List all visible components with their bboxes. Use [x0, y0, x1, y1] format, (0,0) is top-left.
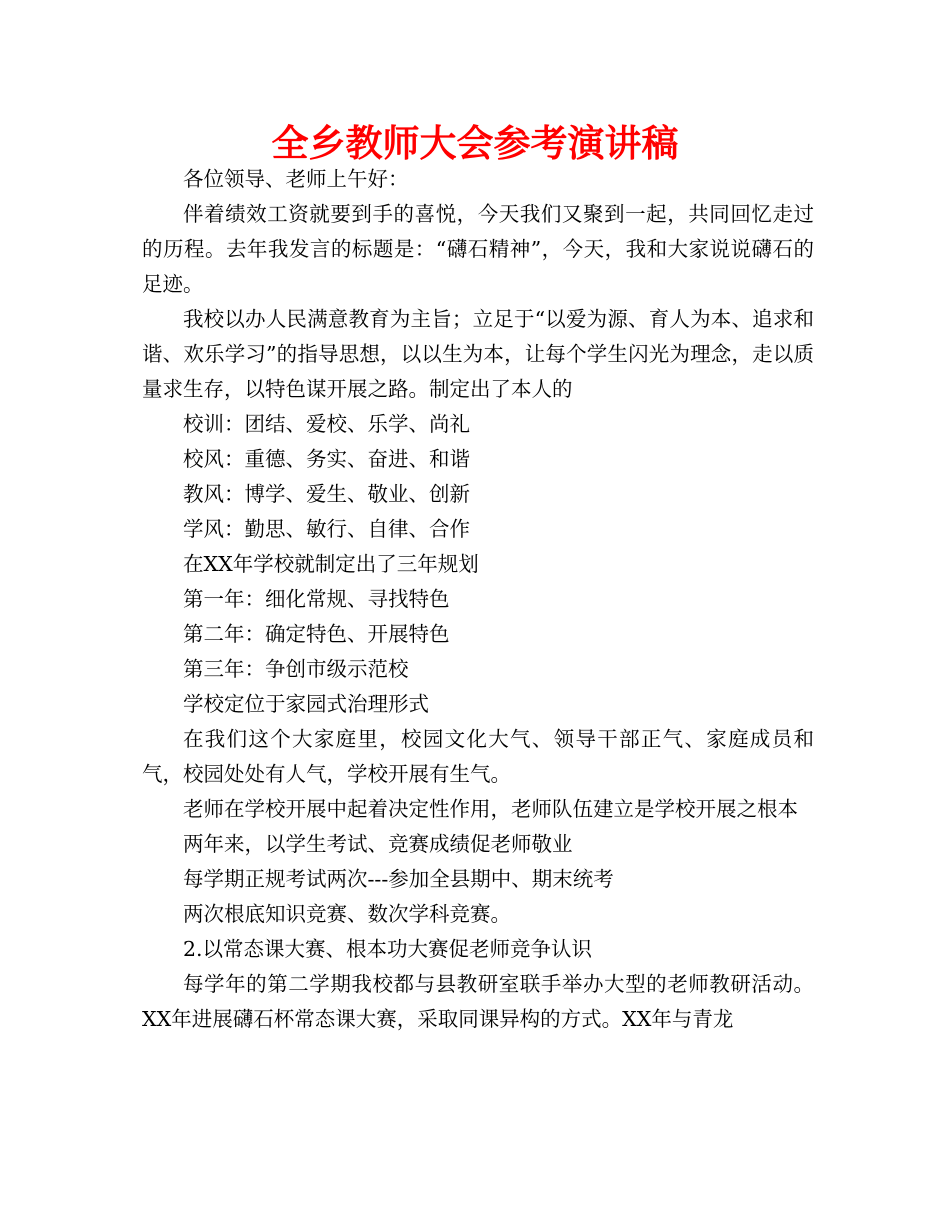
- paragraph: 学校定位于家园式治理形式: [183, 692, 429, 716]
- paragraph: 伴着绩效工资就要到手的喜悦，今天我们又聚到一起，共同回忆走过的历程。去年我发言的标题是：“礴石精神”，今天，我和大家说说礴石的足迹。: [142, 202, 814, 296]
- paragraph: 2.以常态课大赛、根本功大赛促老师竞争认识: [183, 937, 593, 961]
- paragraph: 两年来，以学生考试、竞赛成绩促老师敬业: [183, 832, 573, 856]
- paragraph: 校风：重德、务实、奋进、和谐: [183, 447, 470, 471]
- paragraph: 各位领导、老师上午好：: [183, 167, 409, 191]
- paragraph: 每学年的第二学期我校都与县教研室联手举办大型的老师教研活动。XX年进展礴石杯常态课大赛，采取同课异构的方式。XX年与青龙: [142, 972, 814, 1031]
- paragraph: 两次根底知识竞赛、数次学科竞赛。: [183, 902, 511, 926]
- paragraph: 教风：博学、爱生、敬业、创新: [183, 482, 470, 506]
- paragraph: 第二年：确定特色、开展特色: [183, 622, 450, 646]
- paragraph: 第一年：细化常规、寻找特色: [183, 587, 450, 611]
- document-title: 全乡教师大会参考演讲稿: [271, 122, 679, 165]
- paragraph: 在XX年学校就制定出了三年规划: [183, 552, 479, 576]
- paragraph: 第三年：争创市级示范校: [183, 657, 409, 681]
- paragraph: 在我们这个大家庭里，校园文化大气、领导干部正气、家庭成员和气，校园处处有人气，学校开展有生气。: [142, 727, 814, 786]
- paragraph: 我校以办人民满意教育为主旨；立足于“以爱为源、育人为本、追求和谐、欢乐学习”的指导思想，以以生为本，让每个学生闪光为理念，走以质量求生存，以特色谋开展之路。制定出了本人的: [142, 307, 814, 401]
- document-body: [142, 162, 814, 1037]
- paragraph: 老师在学校开展中起着决定性作用，老师队伍建立是学校开展之根本: [183, 797, 798, 821]
- paragraph: 每学期正规考试两次---参加全县期中、期末统考: [183, 867, 614, 891]
- paragraph: 校训：团结、爱校、乐学、尚礼: [183, 412, 470, 436]
- paragraph: 学风：勤思、敏行、自律、合作: [183, 517, 470, 541]
